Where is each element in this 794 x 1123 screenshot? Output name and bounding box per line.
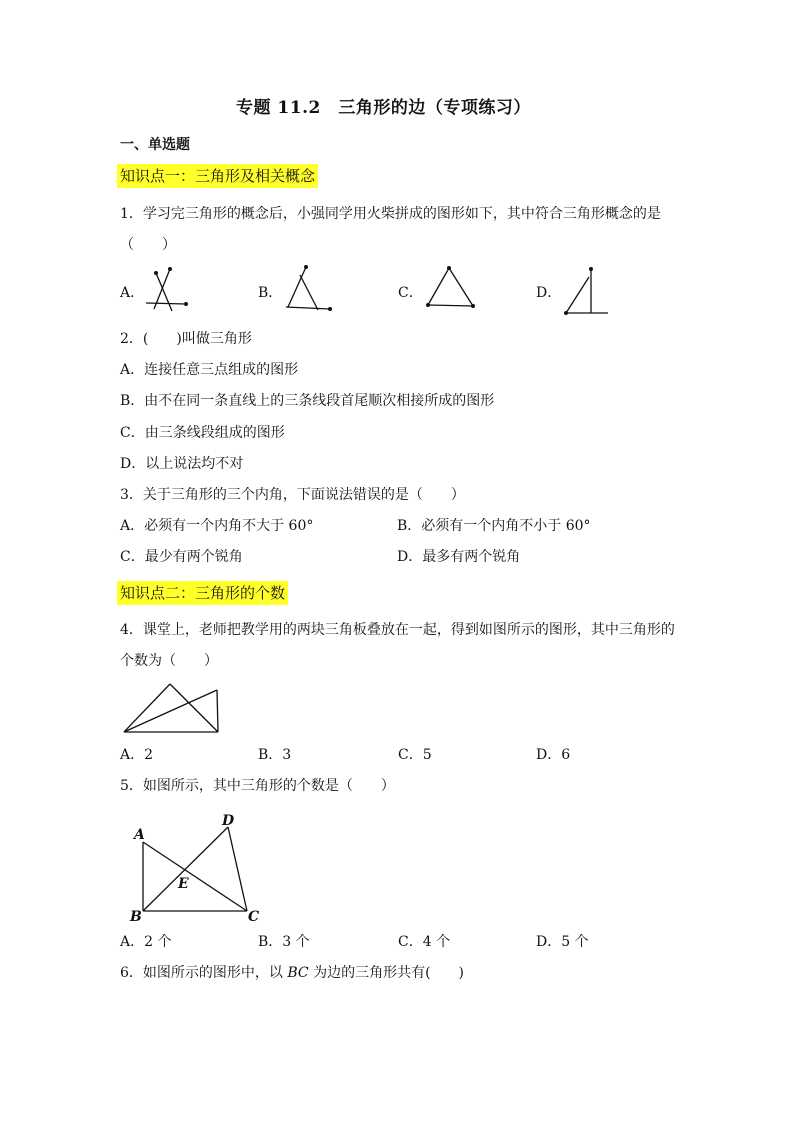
q6-stem-suffix: 为边的三角形共有( ): [308, 965, 464, 981]
knowledge-point-1: [117, 167, 318, 186]
q6-segment-bc: BC: [287, 965, 309, 981]
q6-stem-prefix: 6．如图所示的图形中，以: [120, 965, 288, 981]
q6-stem: [120, 964, 464, 982]
q5-label-b: B: [130, 909, 142, 925]
q5-label-e: E: [178, 876, 189, 892]
q1-figure-a: [140, 265, 200, 315]
section-heading: 一、单选题: [120, 137, 190, 153]
q2-option-a[interactable]: A．连接任意三点组成的图形: [120, 362, 299, 378]
q5-label-a: A: [134, 827, 145, 843]
q2-option-b[interactable]: B．由不在同一条直线上的三条线段首尾顺次相接所成的图形: [120, 393, 495, 409]
q2-stem: 2．( )叫做三角形: [120, 331, 252, 347]
q5-figure: [120, 808, 270, 926]
q1-option-a[interactable]: A．: [120, 285, 145, 301]
q1-paren: （ ）: [120, 237, 176, 253]
q4-option-d[interactable]: D．6: [536, 747, 571, 763]
q4-option-b[interactable]: B．3: [258, 747, 292, 763]
q3-option-b[interactable]: B．必须有一个内角不小于 60°: [397, 518, 591, 534]
knowledge-point-2: [117, 584, 288, 603]
q5-stem: 5．如图所示，其中三角形的个数是（ ）: [120, 778, 395, 794]
q1-stem: 1．学习完三角形的概念后，小强同学用火柴拼成的图形如下，其中符合三角形概念的是: [120, 206, 661, 222]
q3-option-c[interactable]: C．最少有两个锐角: [120, 549, 243, 565]
q2-option-c[interactable]: C．由三条线段组成的图形: [120, 425, 285, 441]
q3-option-a[interactable]: A．必须有一个内角不大于 60°: [120, 518, 314, 534]
q3-option-d[interactable]: D．最多有两个锐角: [397, 549, 521, 565]
q5-option-d[interactable]: D．5 个: [536, 934, 589, 950]
q3-stem: 3．关于三角形的三个内角，下面说法错误的是（ ）: [120, 487, 465, 503]
page-title: 专题 11.2 三角形的边（专项练习）: [236, 98, 531, 118]
q4-option-c[interactable]: C．5: [398, 747, 432, 763]
knowledge-point-2-label: 知识点二：三角形的个数: [117, 581, 288, 605]
q1-figure-c: [420, 263, 480, 315]
q1-option-d[interactable]: D．: [536, 285, 562, 301]
q5-label-c: C: [248, 909, 260, 925]
q5-option-b[interactable]: B．3 个: [258, 934, 310, 950]
q4-figure-set-squares: [120, 680, 224, 736]
q5-label-d: D: [222, 813, 235, 829]
q2-option-d[interactable]: D．以上说法均不对: [120, 456, 244, 472]
knowledge-point-1-label: 知识点一：三角形及相关概念: [117, 164, 318, 188]
q5-option-c[interactable]: C．4 个: [398, 934, 451, 950]
q1-option-b[interactable]: B．: [258, 285, 283, 301]
q1-figure-b: [280, 263, 340, 315]
q4-stem-continued: 个数为（ ）: [120, 653, 218, 669]
q4-option-a[interactable]: A．2: [120, 747, 154, 763]
q5-option-a[interactable]: A．2 个: [120, 934, 172, 950]
q1-option-c[interactable]: C．: [398, 285, 423, 301]
q4-stem: 4．课堂上，老师把教学用的两块三角板叠放在一起，得到如图所示的图形，其中三角形的: [120, 622, 675, 638]
q1-figure-d: [558, 263, 618, 319]
